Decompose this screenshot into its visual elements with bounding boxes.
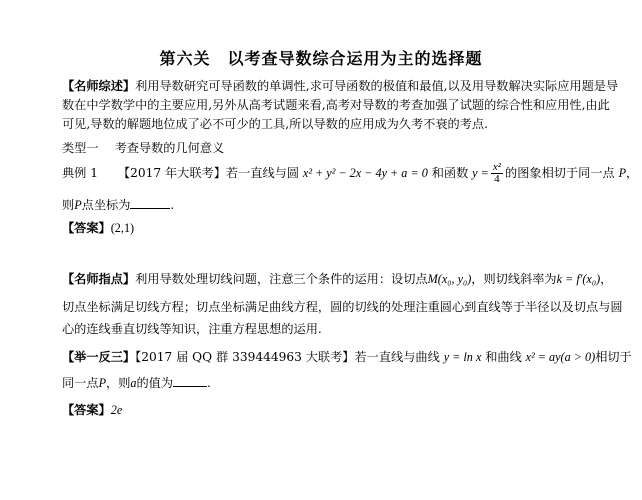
point-p: P: [618, 166, 627, 180]
answer-1-value: (2,1): [110, 221, 135, 235]
answer-blank: [130, 198, 170, 209]
point-m-expr: M(x₀, y₀): [427, 272, 472, 286]
example-line2-b: 点坐标为: [81, 198, 131, 212]
type-label: 类型一: [62, 141, 99, 155]
answer-2-label: 【答案】: [62, 403, 111, 417]
curve-parabola: x² = ay(a > 0): [525, 350, 596, 364]
summary-line-1: [62, 78, 618, 94]
summary-line-2: 数在中学数学中的主要应用,另外从高考试题来看,高考对导数的考查加强了试题的综合性和应用性,由此: [62, 98, 610, 112]
summary-text-1: 利用导数研究可导函数的单调性,求可导函数的极值和最值,以及用导数解决实际应用题是导: [135, 79, 619, 93]
practice-line2-c: 的值为: [136, 376, 174, 390]
example-text-a: 若一直线与圆: [225, 166, 300, 180]
type-heading: [62, 140, 224, 156]
point-p-2: P: [74, 198, 82, 212]
tips-comma: ，: [600, 272, 613, 286]
practice-source: 【2017 届 QQ 群 339444963 大联考】: [135, 350, 355, 364]
practice-line-1: [62, 349, 632, 365]
practice-label: 【举一反三】: [62, 350, 136, 364]
practice-blank: [173, 376, 207, 387]
fraction: [491, 162, 503, 185]
answer-1-label: 【答案】: [62, 221, 111, 235]
example-line-2: [62, 197, 174, 213]
tips-line-1: [62, 271, 612, 287]
answer-2-value: 2e: [110, 403, 123, 417]
example-comma: ，: [626, 166, 639, 180]
example-period: .: [170, 198, 175, 212]
answer-2: [62, 402, 122, 418]
practice-line2-b: ，则: [106, 376, 131, 390]
example-text-b: 和函数: [431, 166, 469, 180]
practice-line-2: [62, 375, 211, 391]
circle-equation: x² + y² − 2x − 4y + a = 0: [302, 166, 428, 180]
slope-expr: k = f′(x₀): [556, 272, 601, 286]
example-text-c: 的图象相切于同一点: [505, 166, 615, 180]
answer-1: [62, 220, 134, 236]
example-line2-a: 则: [62, 198, 75, 212]
practice-text-b: 和曲线: [485, 350, 522, 364]
type-text: 考查导数的几何意义: [114, 141, 225, 155]
summary-label: 【名师综述】: [62, 79, 136, 93]
tips-text-b: ，则切线斜率为: [471, 272, 557, 286]
function-y: y =: [472, 166, 489, 180]
curve-ln: y = ln x: [443, 350, 482, 364]
tips-line-2: 切点坐标满足切线方程；切点坐标满足曲线方程，圆的切线的处理注重圆心到直线等于半径以及切点与圆: [62, 300, 623, 314]
practice-text-c: 相切于: [595, 350, 632, 364]
practice-period: .: [207, 376, 211, 390]
fraction-numerator: x²: [492, 161, 502, 173]
example-label: 典例 1: [62, 166, 99, 180]
example-line-1: [62, 162, 638, 185]
tips-line-3: 心的连线垂直切线等知识，注重方程思想的运用.: [62, 322, 322, 336]
practice-point-p: P: [98, 376, 107, 390]
practice-line2-a: 同一点: [62, 376, 99, 390]
fraction-denominator: 4: [494, 173, 500, 185]
tips-text-a: 利用导数处理切线问题，注意三个条件的运用：设切点: [135, 272, 428, 286]
summary-line-3: 可见,导数的解题地位成了必不可少的工具,所以导数的应用成为久考不衰的考点.: [62, 117, 488, 131]
var-a: a: [130, 376, 137, 390]
page-title: 第六关 以考查导数综合运用为主的选择题: [159, 49, 483, 68]
example-source: 【2017 年大联考】: [117, 166, 226, 180]
tips-label: 【名师指点】: [62, 272, 136, 286]
practice-text-a: 若一直线与曲线: [354, 350, 440, 364]
